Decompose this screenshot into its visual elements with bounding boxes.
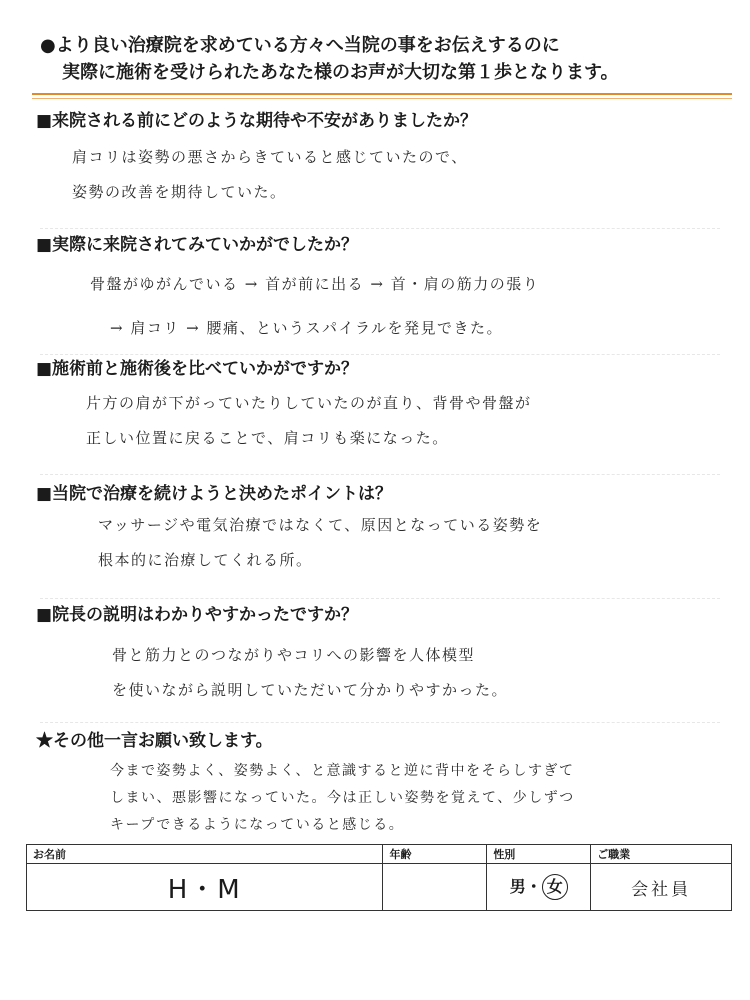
header-rule-thin — [32, 98, 732, 99]
sex-female-circled: 女 — [542, 874, 568, 900]
section-divider — [40, 354, 720, 355]
answer-5 — [112, 638, 742, 708]
job-value: 会社員 — [631, 879, 692, 900]
name-cell — [27, 864, 383, 911]
section-divider — [40, 722, 720, 723]
name-label: お名前 — [27, 845, 383, 864]
question-5-title: ■院長の説明はわかりやすかったですか？ — [36, 605, 359, 625]
answer-2-line-1: 骨盤がゆがんでいる → 首が前に出る → 首・肩の筋力の張り — [90, 275, 540, 293]
question-2-title: ■実際に来院されてみていかがでしたか？ — [36, 235, 359, 255]
intro-line-1: ●より良い治療院を求めている方々へ当院の事をお伝えするのに — [40, 35, 560, 56]
answer-1-line-2: 姿勢の改善を期待していた。 — [72, 183, 287, 201]
sex-cell — [487, 864, 591, 911]
age-cell — [383, 864, 487, 911]
info-header-row — [27, 845, 732, 864]
sex-separator: ・ — [525, 877, 542, 896]
answer-3-line-1: 片方の肩が下がっていたりしていたのが直り、背骨や骨盤が — [86, 394, 532, 412]
age-label: 年齢 — [383, 845, 487, 864]
answer-3-line-2: 正しい位置に戻ることで、肩コリも楽になった。 — [86, 429, 449, 447]
respondent-info-table — [26, 844, 732, 911]
answer-5-line-1: 骨と筋力とのつながりやコリへの影響を人体模型 — [112, 646, 476, 664]
name-value: H・M — [167, 874, 242, 905]
answer-4-line-2: 根本的に治療してくれる所。 — [98, 551, 313, 569]
answer-4 — [98, 508, 728, 578]
question-3-title: ■施術前と施術後を比べていかがですか？ — [36, 359, 359, 379]
answer-6-line-2: しまい、悪影響になっていた。今は正しい姿勢を覚えて、少しずつ — [110, 790, 575, 806]
answer-6 — [110, 758, 740, 839]
answer-4-line-1: マッサージや電気治療ではなくて、原因となっている姿勢を — [98, 516, 543, 534]
answer-6-line-1: 今まで姿勢よく、姿勢よく、と意識すると逆に背中をそらしすぎて — [110, 763, 575, 779]
job-label: ご職業 — [591, 845, 732, 864]
answer-3 — [86, 386, 716, 456]
intro-line-2: 実際に施術を受けられたあなた様のお声が大切な第１歩となります。 — [62, 62, 619, 83]
sex-label: 性別 — [487, 845, 591, 864]
answer-2 — [90, 262, 720, 350]
sex-male: 男 — [509, 877, 526, 896]
section-divider — [40, 228, 720, 229]
answer-2-line-2: → 肩コリ → 腰痛、というスパイラルを発見できた。 — [110, 319, 503, 337]
intro-text — [40, 32, 730, 86]
answer-5-line-2: を使いながら説明していただいて分かりやすかった。 — [112, 681, 509, 699]
answer-6-line-3: キープできるようになっていると感じる。 — [110, 817, 405, 833]
question-1-title: ■来院される前にどのような期待や不安がありましたか？ — [36, 111, 478, 131]
answer-1 — [72, 140, 702, 210]
section-divider — [40, 474, 720, 475]
section-divider — [40, 598, 720, 599]
answer-1-line-1: 肩コリは姿勢の悪さからきていると感じていたので、 — [72, 148, 468, 166]
job-cell — [591, 864, 732, 911]
question-4-title: ■当院で治療を続けようと決めたポイントは？ — [36, 484, 393, 504]
question-6-title: ★その他一言お願い致します。 — [36, 731, 273, 751]
info-value-row — [27, 864, 732, 911]
header-rule — [32, 93, 732, 95]
